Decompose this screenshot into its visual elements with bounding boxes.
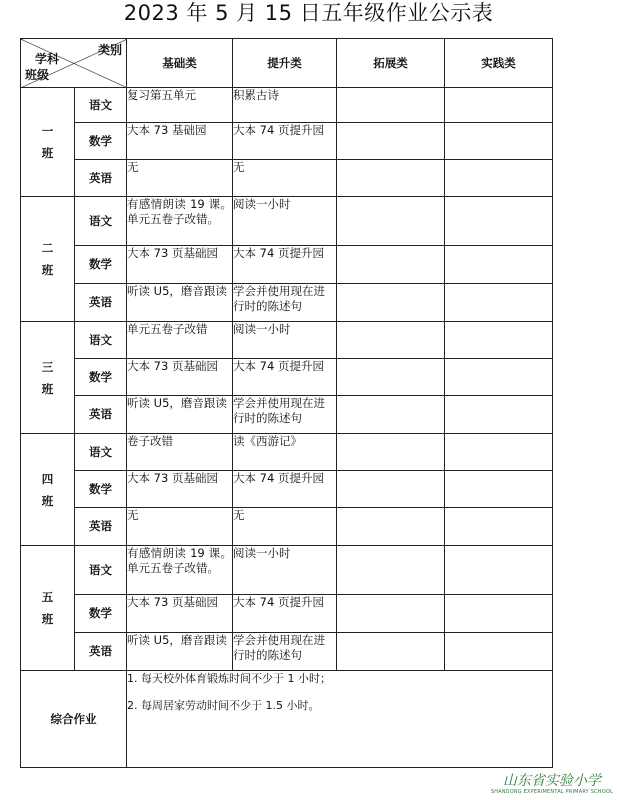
basic-homework-cell: 大本 73 页基础园: [127, 359, 233, 396]
class-name: 二班: [41, 241, 54, 277]
improve-homework-cell: 无: [233, 508, 337, 546]
subject-cell: 英语: [75, 508, 127, 546]
table-row: [21, 595, 553, 633]
comprehensive-item: 1. 每天校外体育锻炼时间不少于 1 小时；: [127, 672, 331, 685]
col-header-basic: 基础类: [127, 39, 233, 88]
practice-homework-cell: [445, 88, 553, 123]
table-row: [21, 359, 553, 396]
basic-homework-cell: 卷子改错: [127, 434, 233, 471]
improve-homework-cell: 读《西游记》: [233, 434, 337, 471]
class-name-cell: [21, 322, 75, 434]
practice-homework-cell: [445, 197, 553, 246]
table-row: [21, 284, 553, 322]
basic-homework-cell: 无: [127, 508, 233, 546]
practice-homework-cell: [445, 123, 553, 160]
table-row: [21, 471, 553, 508]
extend-homework-cell: [337, 359, 445, 396]
extend-homework-cell: [337, 508, 445, 546]
improve-homework-cell: 学会并使用现在进行时的陈述句: [233, 633, 337, 671]
improve-homework-cell: 大本 74 页提升园: [233, 595, 337, 633]
table-row: [21, 508, 553, 546]
improve-homework-cell: 阅读一小时: [233, 546, 337, 595]
col-header-extend: 拓展类: [337, 39, 445, 88]
extend-homework-cell: [337, 246, 445, 284]
practice-homework-cell: [445, 434, 553, 471]
extend-homework-cell: [337, 160, 445, 197]
improve-homework-cell: 学会并使用现在进行时的陈述句: [233, 284, 337, 322]
extend-homework-cell: [337, 322, 445, 359]
improve-homework-cell: 大本 74 页提升园: [233, 471, 337, 508]
basic-homework-cell: 有感情朗读 19 课。单元五卷子改错。: [127, 546, 233, 595]
subject-cell: 数学: [75, 359, 127, 396]
basic-homework-cell: 听读 U5，磨音跟读: [127, 396, 233, 434]
practice-homework-cell: [445, 396, 553, 434]
table-row: [21, 88, 553, 123]
extend-homework-cell: [337, 546, 445, 595]
school-logo: [491, 773, 613, 796]
homework-table: [20, 38, 553, 768]
page-title: 2023 年 5 月 15 日五年级作业公示表: [123, 1, 494, 25]
table-row: [21, 123, 553, 160]
subject-cell: 语文: [75, 197, 127, 246]
extend-homework-cell: [337, 595, 445, 633]
practice-homework-cell: [445, 160, 553, 197]
extend-homework-cell: [337, 471, 445, 508]
subject-cell: 英语: [75, 160, 127, 197]
school-logo-text: 山东省实验小学: [502, 773, 601, 789]
subject-cell: 英语: [75, 284, 127, 322]
improve-homework-cell: 积累古诗: [233, 88, 337, 123]
subject-cell: 数学: [75, 595, 127, 633]
improve-homework-cell: 无: [233, 160, 337, 197]
practice-homework-cell: [445, 246, 553, 284]
practice-homework-cell: [445, 359, 553, 396]
extend-homework-cell: [337, 123, 445, 160]
practice-homework-cell: [445, 546, 553, 595]
practice-homework-cell: [445, 284, 553, 322]
practice-homework-cell: [445, 471, 553, 508]
subject-cell: 数学: [75, 246, 127, 284]
comprehensive-label: 综合作业: [21, 671, 127, 768]
extend-homework-cell: [337, 396, 445, 434]
col-header-improve: 提升类: [233, 39, 337, 88]
subject-cell: 语文: [75, 322, 127, 359]
subject-cell: 语文: [75, 434, 127, 471]
class-name-cell: [21, 197, 75, 322]
practice-homework-cell: [445, 322, 553, 359]
corner-subject-label: 学科: [35, 52, 60, 66]
basic-homework-cell: 大本 73 页基础园: [127, 595, 233, 633]
basic-homework-cell: 无: [127, 160, 233, 197]
subject-cell: 数学: [75, 471, 127, 508]
improve-homework-cell: 大本 74 页提升园: [233, 359, 337, 396]
basic-homework-cell: 听读 U5，磨音跟读: [127, 284, 233, 322]
subject-cell: 英语: [75, 396, 127, 434]
improve-homework-cell: 阅读一小时: [233, 197, 337, 246]
corner-cell: [21, 39, 127, 88]
table-row: [21, 546, 553, 595]
improve-homework-cell: 大本 74 页提升园: [233, 123, 337, 160]
practice-homework-cell: [445, 508, 553, 546]
corner-class-label: 班级: [25, 68, 50, 82]
corner-category-label: 类别: [97, 43, 122, 57]
class-name-cell: [21, 546, 75, 671]
extend-homework-cell: [337, 434, 445, 471]
subject-cell: 数学: [75, 123, 127, 160]
table-row: [21, 396, 553, 434]
comprehensive-content: [127, 671, 553, 768]
basic-homework-cell: 大本 73 页基础园: [127, 246, 233, 284]
subject-cell: 英语: [75, 633, 127, 671]
extend-homework-cell: [337, 284, 445, 322]
basic-homework-cell: 听读 U5，磨音跟读: [127, 633, 233, 671]
comprehensive-row: [21, 671, 553, 768]
improve-homework-cell: 大本 74 页提升园: [233, 246, 337, 284]
table-row: [21, 160, 553, 197]
table-row: [21, 434, 553, 471]
class-name-cell: [21, 88, 75, 197]
table-row: [21, 246, 553, 284]
extend-homework-cell: [337, 197, 445, 246]
class-name: 四班: [41, 471, 54, 508]
school-logo-subtext: SHANDONG EXPERIMENTAL PRIMARY SCHOOL: [490, 789, 613, 795]
practice-homework-cell: [445, 595, 553, 633]
practice-homework-cell: [445, 633, 553, 671]
subject-cell: 语文: [75, 88, 127, 123]
improve-homework-cell: 阅读一小时: [233, 322, 337, 359]
comprehensive-item: 2. 每周居家劳动时间不少于 1.5 小时。: [127, 699, 320, 712]
col-header-practice: 实践类: [445, 39, 553, 88]
basic-homework-cell: 大本 73 基础园: [127, 123, 233, 160]
class-name: 一班: [41, 124, 54, 160]
improve-homework-cell: 学会并使用现在进行时的陈述句: [233, 396, 337, 434]
subject-cell: 语文: [75, 546, 127, 595]
extend-homework-cell: [337, 88, 445, 123]
table-row: [21, 197, 553, 246]
basic-homework-cell: 有感情朗读 19 课。单元五卷子改错。: [127, 197, 233, 246]
basic-homework-cell: 大本 73 页基础园: [127, 471, 233, 508]
basic-homework-cell: 单元五卷子改错: [127, 322, 233, 359]
table-row: [21, 322, 553, 359]
extend-homework-cell: [337, 633, 445, 671]
class-name-cell: [21, 434, 75, 546]
class-name: 三班: [41, 359, 54, 396]
class-name: 五班: [41, 590, 54, 626]
table-row: [21, 633, 553, 671]
header-row: [21, 39, 553, 88]
basic-homework-cell: 复习第五单元: [127, 88, 233, 123]
